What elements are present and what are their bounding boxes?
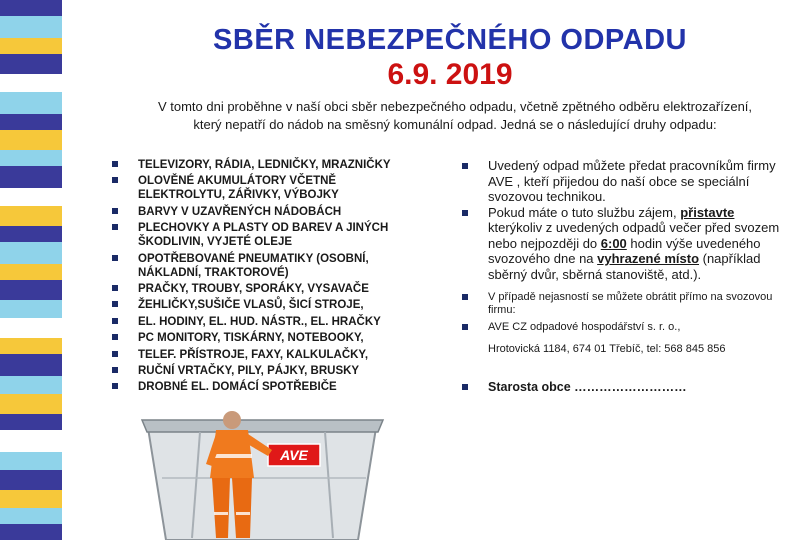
bullet-icon xyxy=(112,161,118,167)
instruction-item xyxy=(462,291,782,317)
stripe xyxy=(0,300,62,318)
stripe xyxy=(0,508,62,524)
emphasis-text: vyhrazené místo xyxy=(597,251,700,266)
stripe xyxy=(0,394,62,414)
list-item-label: EL. HODINY, EL. HUD. NÁSTR., EL. HRAČKY xyxy=(138,315,381,328)
stripe xyxy=(0,54,62,74)
list-item xyxy=(112,298,412,312)
stripe xyxy=(0,318,62,338)
stripe xyxy=(0,16,62,38)
stripe xyxy=(0,130,62,150)
list-item xyxy=(112,315,412,329)
instruction-item xyxy=(462,380,782,396)
list-item xyxy=(112,158,412,172)
reflective-stripe xyxy=(212,454,252,458)
page-title: SBĚR NEBEZPEČNÉHO ODPADU xyxy=(213,24,687,56)
instruction-text: Pokud máte o tuto službu zájem, xyxy=(488,204,681,220)
bullet-icon xyxy=(112,318,118,324)
stripe xyxy=(0,166,62,188)
instructions-column xyxy=(462,158,782,396)
stripe xyxy=(0,414,62,430)
stripe xyxy=(0,114,62,130)
list-item xyxy=(112,282,412,296)
ave-logo-text: AVE xyxy=(280,447,308,463)
signature-line: Starosta obce ……………………… xyxy=(488,380,687,394)
bullet-icon xyxy=(112,334,118,340)
stripe xyxy=(0,490,62,508)
bullet-icon xyxy=(112,208,118,214)
bullet-icon xyxy=(112,367,118,373)
bullet-icon xyxy=(462,163,468,169)
stripe xyxy=(0,376,62,394)
stripe xyxy=(0,38,62,54)
list-item-label: PRAČKY, TROUBY, SPORÁKY, VYSAVAČE xyxy=(138,282,369,295)
company-name: AVE CZ odpadové hospodářství s. r. o., xyxy=(488,321,681,333)
emphasis-text: přistavte xyxy=(680,204,735,220)
stripe xyxy=(0,280,62,300)
list-item-label: RUČNÍ VRTAČKY, PILY, PÁJKY, BRUSKY xyxy=(138,364,360,377)
instruction-item xyxy=(462,321,782,334)
stripe xyxy=(0,92,62,114)
list-item-label: OLOVĚNÉ AKUMULÁTORY VČETNĚ ELEKTROLYTU, ZÁŘIVKY, VÝBOJKY xyxy=(138,175,339,202)
stripe xyxy=(0,242,62,264)
bullet-icon xyxy=(112,301,118,307)
stripe xyxy=(0,338,62,354)
instruction-item xyxy=(462,158,782,205)
decorative-stripe-column xyxy=(0,0,62,540)
stripe xyxy=(0,524,62,540)
stripe xyxy=(0,430,62,452)
intro-line: V tomto dni proběhne v naší obci sběr nebezpečného odpadu, včetně zpětného odběru elektrozařízení, xyxy=(157,99,753,114)
bullet-icon xyxy=(462,294,468,300)
stripe xyxy=(0,74,62,92)
stripe xyxy=(0,206,62,226)
waste-type-list xyxy=(112,158,412,397)
instruction-text: hodin výše uvedeného svozového dne na xyxy=(488,235,761,266)
list-item xyxy=(112,331,412,345)
reflective-stripe xyxy=(236,512,250,515)
bullet-icon xyxy=(462,324,468,330)
deadline-time: 6:00 xyxy=(600,235,627,251)
stripe xyxy=(0,0,62,16)
stripe xyxy=(0,226,62,242)
intro-line: který nepatří do nádob na směsný komunální odpad. Jedná se o následující druhy odpadu: xyxy=(193,117,717,132)
stripe xyxy=(0,264,62,280)
bullet-icon xyxy=(112,285,118,291)
list-item-label: TELEVIZORY, RÁDIA, LEDNIČKY, MRAZNIČKY xyxy=(138,159,391,171)
instruction-text: Uvedený odpad můžete předat pracovníkům firmy AVE , kteří přijedou do naší obce se speciální svozovou technikou. xyxy=(488,158,776,204)
stripe xyxy=(0,452,62,470)
company-address: Hrotovická 1184, 674 01 Třebíč, tel: 568 845 856 xyxy=(488,343,726,355)
instruction-text: V případě nejasností se můžete obrátit přímo na svozovou firmu: xyxy=(488,291,773,316)
list-item xyxy=(112,380,412,394)
list-item-label: DROBNÉ EL. DOMÁCÍ SPOTŘEBIČE xyxy=(138,381,337,394)
worker-head xyxy=(223,411,241,429)
list-item-label: BARVY V UZAVŘENÝCH NÁDOBÁCH xyxy=(138,205,342,218)
list-item xyxy=(112,364,412,378)
container-rim xyxy=(142,420,383,432)
list-item-label: OPOTŘEBOVANÉ PNEUMATIKY (OSOBNÍ, NÁKLADNÍ, TRAKTOROVÉ) xyxy=(138,252,369,279)
stripe xyxy=(0,188,62,206)
waste-container-illustration xyxy=(140,408,385,540)
list-item-label: PLECHOVKY A PLASTY OD BAREV A JINÝCH ŠKODLIVIN, VYJETÉ OLEJE xyxy=(138,222,389,249)
bullet-icon xyxy=(112,224,118,230)
stripe xyxy=(0,354,62,376)
list-item-label: PC MONITORY, TISKÁRNY, NOTEBOOKY, xyxy=(138,332,364,345)
event-date: 6.9. 2019 xyxy=(387,58,513,91)
list-item xyxy=(112,348,412,362)
list-item xyxy=(112,221,412,249)
list-item-label: TELEF. PŘÍSTROJE, FAXY, KALKULAČKY, xyxy=(138,348,369,361)
intro-text xyxy=(120,98,790,134)
bullet-icon xyxy=(112,255,118,261)
reflective-stripe xyxy=(214,512,228,515)
list-item xyxy=(112,174,412,202)
instruction-text: (například sběrný dvůr, sběrná stanoviště, atd.). xyxy=(488,251,761,282)
instruction-text: kterýkoliv z uvedených odpadů večer před svozem nebo nejpozději do xyxy=(488,220,780,251)
list-item xyxy=(112,252,412,280)
list-item-label: ŽEHLIČKY,SUŠIČE VLASŮ, ŠICÍ STROJE, xyxy=(138,299,364,312)
stripe xyxy=(0,470,62,490)
bullet-icon xyxy=(112,383,118,389)
stripe xyxy=(0,150,62,166)
bullet-icon xyxy=(112,177,118,183)
bullet-icon xyxy=(462,384,468,390)
instruction-item xyxy=(462,205,782,283)
bullet-icon xyxy=(112,351,118,357)
bullet-icon xyxy=(462,210,468,216)
list-item xyxy=(112,205,412,219)
